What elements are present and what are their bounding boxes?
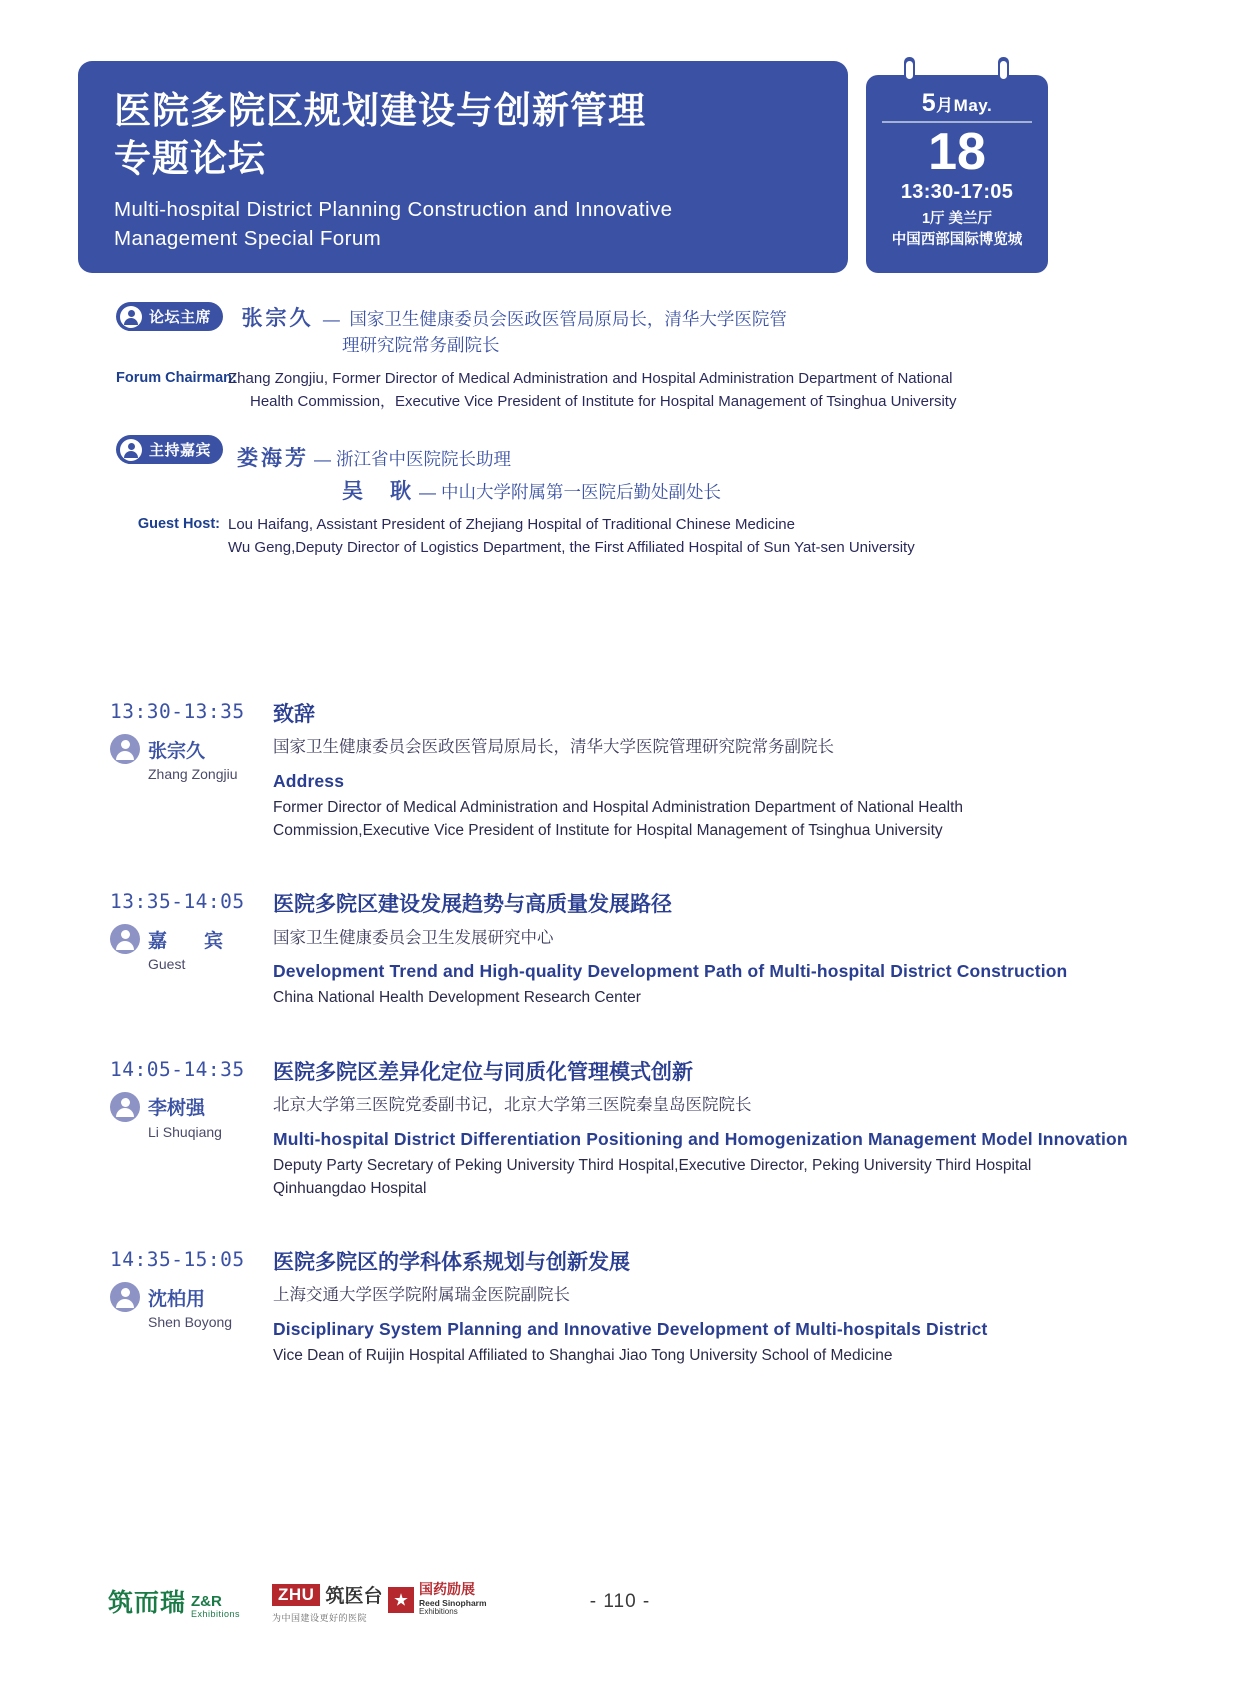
calendar-month-en: May. [953,96,993,115]
chairman-name: 张宗久 [241,306,314,330]
agenda-item [110,700,1160,842]
agenda-item-time: 13:30-13:35 [110,700,245,723]
chairman-title-en-line2: Health Commission，Executive Vice President of Institute for Hospital Management of Tsinghua University [250,392,957,410]
guest-host-tag-label: 主持嘉宾 [149,441,212,460]
title-banner [78,61,848,273]
agenda-item-speaker-cn: 沈柏用 [148,1287,206,1310]
calendar-month-num: 5 [921,89,937,117]
calendar-month-cn: 月 [936,96,954,115]
chairman-title-cn-line2: 理研究院常务副院长 [342,336,500,357]
title-en-line1: Multi-hospital District Planning Construction and Innovative [114,198,673,222]
agenda-item-speaker [110,734,270,764]
agenda-item-speaker-en: Shen Boyong [148,1314,233,1331]
calendar-venue-name: 中国西部国际博览城 [891,232,1023,249]
host-1-dash: — [314,449,332,469]
agenda-item-topic-cn: 致辞 [273,702,315,726]
logo-zhu-sub: 为中国建设更好的医院 [272,1614,368,1624]
logo-zr-en1: Z&R [191,1592,222,1610]
logo-zhu-mark: ZHU [272,1584,320,1606]
agenda-item-org-cn: 北京大学第三医院党委副书记，北京大学第三医院秦皇岛医院院长 [273,1095,752,1115]
speaker-avatar-icon [110,924,140,954]
guest-host-en-text [228,513,915,560]
agenda-item-topic-cn: 医院多院区的学科体系规划与创新发展 [273,1250,630,1275]
chairman-title-en [228,367,956,414]
chairman-en-block [116,367,1076,414]
agenda-item-topic-en: Multi-hospital District Differentiation Positioning and Homogenization Management Model Innovation [273,1128,1128,1149]
calendar-day: 18 [928,123,986,181]
forum-header [78,61,1148,273]
agenda-item-content [273,1058,1160,1200]
host-1-title-en: Lou Haifang, Assistant President of Zhejiang Hospital of Traditional Chinese Medicine [228,516,795,534]
logo-sinopharm-en1: Reed Sinopharm [419,1597,487,1608]
chairman-title-cn-line1: 国家卫生健康委员会医政医管局原局长，清华大学医院管 [349,310,787,330]
chairman-tag-label: 论坛主席 [149,308,212,327]
agenda-item-content [273,1248,1160,1368]
calendar-month [866,75,1048,118]
agenda-item [110,1058,1160,1200]
forum-chairman-block [116,302,1076,413]
agenda-item-org-en-line1: China National Health Development Research Center [273,989,641,1007]
agenda-item-topic-en: Address [273,771,345,792]
speaker-avatar-icon [110,1282,140,1312]
agenda-item-org-cn: 国家卫生健康委员会卫生发展研究中心 [273,927,554,947]
calendar-hall: 1厅 美兰厅 [921,211,993,228]
logo-zr-cn: 筑而瑞 [108,1588,187,1617]
chairman-label-en: Forum Chairman: [116,369,237,386]
page-title-cn [114,87,812,183]
agenda-item-meta [110,1248,270,1330]
guest-host-en-block [116,513,1076,560]
agenda-item-topic-en: Disciplinary System Planning and Innovative Development of Multi-hospitals District [273,1319,988,1340]
agenda-item-org-en-line1: Former Director of Medical Administration and Hospital Administration Department of National Health [273,799,964,817]
title-en-line2: Management Special Forum [114,227,382,251]
agenda-item-meta [110,1058,270,1140]
agenda-item-meta [110,700,270,782]
logo-sinopharm-cn: 国药励展 [419,1582,475,1598]
logo-zhu-cn: 筑医台 [325,1585,383,1607]
agenda-item-org-en-line2: Commission,Executive Vice President of Institute for Hospital Management of Tsinghua University [273,821,943,839]
agenda-item-topic-cn: 医院多院区差异化定位与同质化管理模式创新 [273,1059,693,1084]
guest-host-row-2-wrap [116,475,1076,506]
logo-sinopharm-en2: Exhibitions [419,1607,458,1617]
calendar-venue [866,209,1048,251]
person-icon [120,439,142,461]
agenda-item-time: 14:05-14:35 [110,1057,245,1081]
agenda-item-speaker-cn: 嘉 宾 [148,929,233,952]
agenda-item-org-en-line1: Vice Dean of Ruijin Hospital Affiliated to Shanghai Jiao Tong University School of Medicine [273,1347,893,1365]
calendar-ring-right-icon [998,57,1009,87]
speaker-avatar-icon [110,734,140,764]
title-cn-line2: 专题论坛 [114,137,266,181]
forum-people [116,302,1076,566]
logo-zr-en2: Exhibitions [191,1608,241,1619]
chairman-tag [116,302,223,331]
guest-host-label-en: Guest Host: [137,516,220,533]
agenda-item-org-cn: 上海交通大学医学院附属瑞金医院副院长 [273,1285,570,1305]
calendar-ring-left-icon [904,57,915,87]
agenda-item-org-en-line2: Qinhuangdao Hospital [273,1179,427,1197]
person-icon [120,306,142,328]
chairman-name-row [116,302,1076,335]
agenda-item-content [273,700,1160,842]
host-2-name: 吴 耿 [342,478,414,503]
page-footer [0,1575,1240,1635]
agenda-item-speaker [110,924,270,954]
agenda-item-speaker-en: Guest [148,956,186,973]
agenda-list [110,700,1160,1416]
agenda-item-topic-en: Development Trend and High-quality Development Path of Multi-hospital District Construction [273,961,1068,982]
host-1-name: 娄海芳 [237,445,310,470]
host-2-dash: — [419,482,436,502]
agenda-item-speaker-en: Zhang Zongjiu [148,766,238,782]
guest-host-tag [116,435,223,464]
chairman-dash: — [322,310,340,329]
host-1-title-cn: 浙江省中医院院长助理 [336,449,512,470]
calendar-time: 13:30-17:05 [900,181,1014,204]
agenda-item-time: 14:35-15:05 [110,1248,245,1272]
agenda-item-content [273,890,1160,1010]
agenda-item-org-en-line1: Deputy Party Secretary of Peking University Third Hospital,Executive Director, Peking University Third Hospital [273,1157,1032,1175]
agenda-item-time: 13:35-14:05 [110,890,245,914]
page-title-en [114,195,812,253]
agenda-item-speaker [110,1092,270,1122]
guest-host-block [116,439,1076,560]
chairman-title-en-line1: Zhang Zongjiu, Former Director of Medical Administration and Hospital Administration Department of National [228,369,953,387]
speaker-avatar-icon [110,1092,140,1122]
agenda-item [110,890,1160,1010]
agenda-item-topic-cn: 医院多院区建设发展趋势与高质量发展路径 [273,892,672,917]
agenda-item-speaker-cn: 张宗久 [148,739,206,762]
host-2-title-en: Wu Geng,Deputy Director of Logistics Department, the First Affiliated Hospital of Sun Yat-sen University [228,539,915,557]
calendar-badge [866,75,1048,273]
agenda-item-speaker-en: Li Shuqiang [148,1123,222,1140]
agenda-item-meta [110,890,270,972]
guest-host-row-1 [116,439,1076,473]
page-number: - 110 - [589,1591,651,1612]
agenda-item-org-cn: 国家卫生健康委员会医政医管局原局长，清华大学医院管理研究院常务副院长 [273,737,834,757]
agenda-item-speaker [110,1282,270,1312]
agenda-item [110,1248,1160,1368]
guest-host-row-2 [342,475,1076,506]
title-cn-line1: 医院多院区规划建设与创新管理 [114,89,646,132]
host-2-title-cn: 中山大学附属第一医院后勤处副处长 [441,482,721,503]
agenda-item-speaker-cn: 李树强 [148,1097,206,1120]
